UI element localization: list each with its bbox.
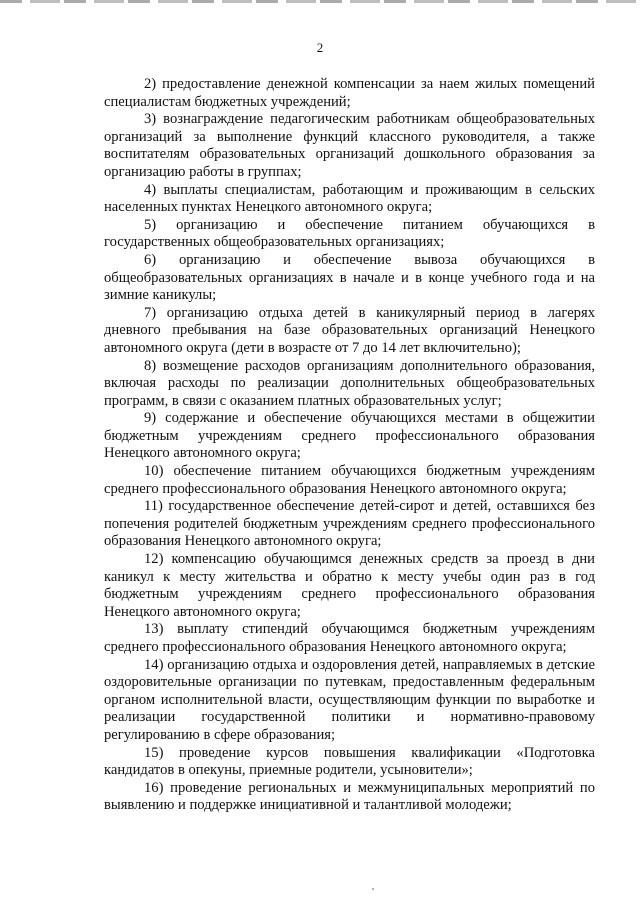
list-item-4: 4) выплаты специалистам, работающим и проживающим в сельских населенных пунктах Ненецкого автономного округа; bbox=[104, 181, 595, 216]
list-item-15: 15) проведение курсов повышения квалификации «Подготовка кандидатов в опекуны, приемные родители, усыновители»; bbox=[104, 744, 595, 779]
document-body bbox=[104, 76, 595, 815]
list-item-7: 7) организацию отдыха детей в каникулярный период в лагерях дневного пребывания на базе образовательных организаций Ненецкого автономного округа (дети в возрасте от 7 до 14 лет включительно); bbox=[104, 304, 595, 356]
list-item-9: 9) содержание и обеспечение обучающихся местами в общежитии бюджетным учреждениям среднего профессионального образования Ненецкого автономного округа; bbox=[104, 410, 595, 462]
list-item-13: 13) выплату стипендий обучающимся бюджетным учреждениям среднего профессионального образования Ненецкого автономного округа; bbox=[104, 621, 595, 655]
list-item-2: 2) предоставление денежной компенсации за наем жилых помещений специалистам бюджетных учреждений; bbox=[104, 76, 595, 110]
list-item-16: 16) проведение региональных и межмуниципальных мероприятий по выявлению и поддержке инициативной и талантливой молодежи; bbox=[104, 779, 595, 814]
list-item-6: 6) организацию и обеспечение вывоза обучающихся в общеобразовательных организациях в начале и в конце учебного года и на зимние каникулы; bbox=[104, 251, 595, 304]
list-item-11: 11) государственное обеспечение детей-сирот и детей, оставшихся без попечения родителей бюджетным учреждениям среднего профессионального образования Ненецкого автономного округа; bbox=[104, 498, 595, 550]
scan-speck bbox=[372, 888, 374, 890]
page-number: 2 bbox=[316, 40, 324, 55]
scan-artifact-top-edge bbox=[0, 0, 640, 3]
list-item-3: 3) вознаграждение педагогическим работникам общеобразовательных организаций за выполнение функций классного руководителя, а также воспитателям образовательных организаций дошкольного образования за организацию работы в группах; bbox=[104, 111, 595, 180]
list-item-10: 10) обеспечение питанием обучающихся бюджетным учреждениям среднего профессионального образования Ненецкого автономного округа; bbox=[104, 463, 595, 497]
list-item-8: 8) возмещение расходов организациям дополнительного образования, включая расходы по реализации дополнительных общеобразовательных программ, в связи с оказанием платных образовательных услуг; bbox=[104, 357, 595, 409]
list-item-5: 5) организацию и обеспечение питанием обучающихся в государственных общеобразовательных организациях; bbox=[104, 216, 595, 251]
list-item-14: 14) организацию отдыха и оздоровления детей, направляемых в детские оздоровительные организации по путевкам, предоставленным федеральным органом исполнительной власти, осуществляющим функции по выработке и реализации государственной политики и нормативно-правовому регулированию в сфере образования; bbox=[104, 656, 595, 743]
list-item-12: 12) компенсацию обучающимся денежных средств за проезд в дни каникул к месту жительства и обратно к месту учебы один раз в год бюджетным учреждениям среднего профессионального образования Ненецкого автономного округа; bbox=[104, 551, 595, 620]
